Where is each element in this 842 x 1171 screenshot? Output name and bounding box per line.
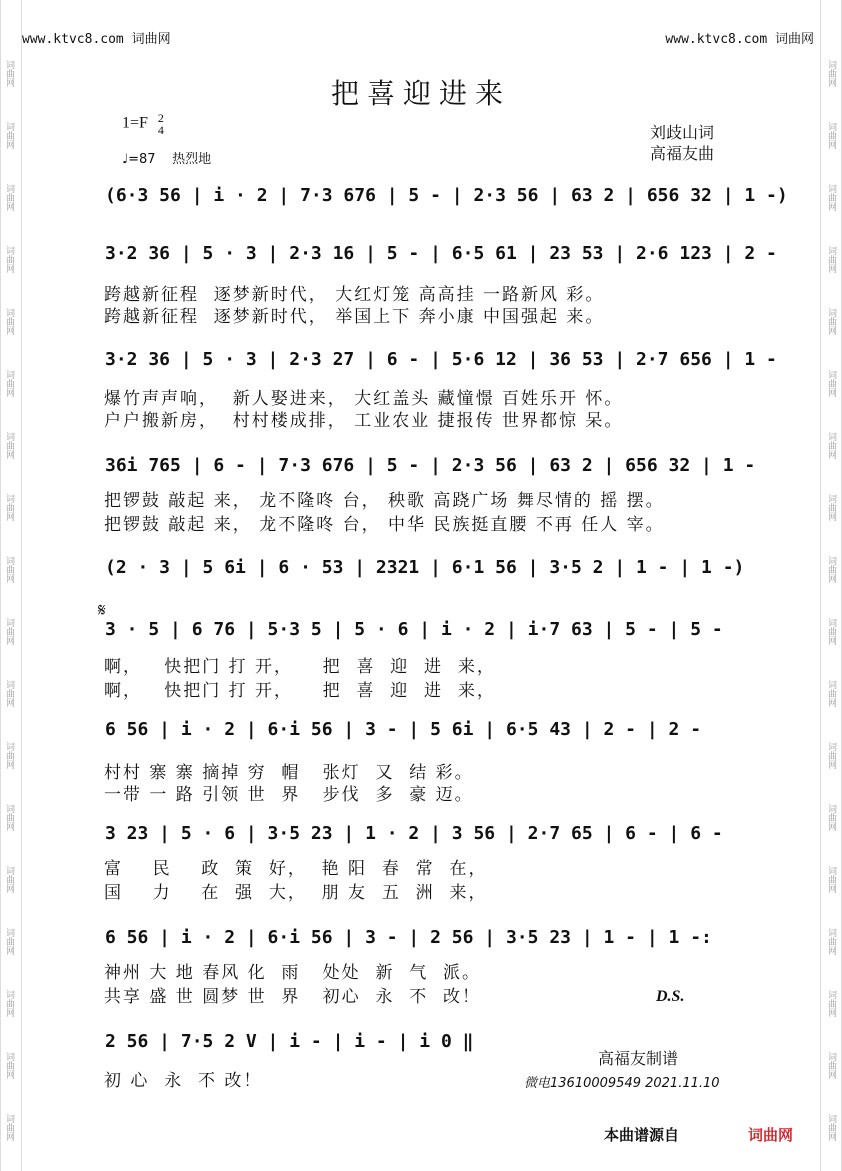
lyrics-line-7a: 村村 寨 寨 摘掉 穷 帽 张灯 又 结 彩。 — [104, 763, 474, 783]
side-watermark-text: 词曲网 — [4, 742, 14, 769]
composer: 高福友曲 — [650, 144, 715, 163]
tempo-marking — [122, 148, 211, 167]
side-watermark-text: 词曲网 — [4, 494, 14, 521]
lyricist: 刘歧山词 — [650, 123, 715, 142]
lyrics-line-9a: 神州 大 地 春风 化 雨 处处 新 气 派。 — [104, 963, 482, 983]
site-watermark-left: www.ktvc8.com 词曲网 — [22, 32, 171, 47]
side-watermark-text: 词曲网 — [4, 618, 14, 645]
lyrics-line-3a: 爆竹声声响， 新人娶进来， 大红盖头 藏憧憬 百姓乐开 怀。 — [104, 389, 624, 409]
lyrics-line-2a: 跨越新征程 逐梦新时代， 大红灯笼 高高挂 一路新风 彩。 — [104, 285, 605, 305]
lyrics-line-8a: 富 民 政 策 好， 艳 阳 春 常 在， — [104, 859, 488, 879]
side-watermark-text: 词曲网 — [826, 1052, 836, 1079]
side-watermark-text: 词曲网 — [4, 1114, 14, 1141]
lyrics-line-6b: 啊， 快把门 打 开， 把 喜 迎 进 来， — [104, 681, 496, 701]
lyrics-line-8b: 国 力 在 强 大， 朋 友 五 洲 来， — [104, 883, 488, 903]
side-watermark-text: 词曲网 — [826, 60, 836, 87]
time-bottom: 4 — [157, 123, 164, 137]
song-title: 把喜迎进来 — [330, 77, 511, 110]
source-site-link[interactable]: 词曲网 — [748, 1126, 794, 1144]
side-watermark-text: 词曲网 — [4, 122, 14, 149]
side-watermark-text: 词曲网 — [826, 370, 836, 397]
side-watermark-text: 词曲网 — [826, 742, 836, 769]
side-watermark-text: 词曲网 — [4, 370, 14, 397]
site-watermark-right: www.ktvc8.com 词曲网 — [665, 32, 814, 47]
side-watermark-text: 词曲网 — [4, 680, 14, 707]
score-line-3: 3·2 36 | 5 · 3 | 2·3 27 | 6 - | 5·6 12 | 36 53 | 2·7 656 | 1 - — [105, 349, 777, 370]
side-watermark-text: 词曲网 — [4, 60, 14, 87]
side-watermark-text: 词曲网 — [826, 246, 836, 273]
side-watermark-text: 词曲网 — [826, 556, 836, 583]
side-watermark-text: 词曲网 — [826, 680, 836, 707]
side-watermark-text: 词曲网 — [826, 804, 836, 831]
side-watermark-text: 词曲网 — [826, 122, 836, 149]
side-watermark-text: 词曲网 — [4, 928, 14, 955]
side-watermark-text: 词曲网 — [826, 432, 836, 459]
time-top: 2 — [157, 111, 164, 125]
score-maker: 高福友制谱 — [598, 1049, 679, 1068]
tempo-mood: 热烈地 — [172, 152, 212, 167]
lyrics-line-3b: 户户搬新房， 村村楼成排， 工业农业 捷报传 世界都惊 呆。 — [104, 411, 624, 431]
score-line-9: 6 56 | i · 2 | 6·i 56 | 3 - | 2 56 | 3·5 23 | 1 - | 1 -: — [105, 927, 712, 948]
lyrics-line-7b: 一带 一 路 引领 世 界 步伐 多 豪 迈。 — [104, 785, 474, 805]
lyrics-line-6a: 啊， 快把门 打 开， 把 喜 迎 进 来， — [104, 657, 496, 677]
side-watermark-text: 词曲网 — [826, 494, 836, 521]
source-label: 本曲谱源自 — [604, 1126, 680, 1144]
lyrics-line-4a: 把锣鼓 敲起 来， 龙不隆咚 台， 秧歌 高跷广场 舞尽情的 摇 摆。 — [104, 491, 665, 511]
tempo-value: ♩=87 — [122, 152, 156, 167]
side-watermark-text: 词曲网 — [4, 308, 14, 335]
lyrics-line-10: 初 心 永 不 改！ — [104, 1071, 263, 1091]
side-watermark-text: 词曲网 — [826, 928, 836, 955]
side-watermark-text: 词曲网 — [4, 184, 14, 211]
side-watermark-text: 词曲网 — [826, 618, 836, 645]
side-watermark-text: 词曲网 — [826, 866, 836, 893]
side-watermark-text: 词曲网 — [4, 556, 14, 583]
key-signature — [122, 112, 164, 136]
score-line-4: 36i 765 | 6 - | 7·3 676 | 5 - | 2·3 56 | 63 2 | 656 32 | 1 - — [105, 455, 756, 476]
lyrics-line-9b: 共享 盛 世 圆梦 世 界 初心 永 不 改！ — [104, 987, 482, 1007]
side-watermark-text: 词曲网 — [826, 184, 836, 211]
score-line-7: 6 56 | i · 2 | 6·i 56 | 3 - | 5 6i | 6·5 43 | 2 - | 2 - — [105, 719, 702, 740]
key-label: 1=F — [122, 114, 148, 132]
side-watermark-text: 词曲网 — [4, 804, 14, 831]
segno-sign: 𝄋 — [98, 600, 106, 621]
side-watermark-text: 词曲网 — [826, 1114, 836, 1141]
score-line-2: 3·2 36 | 5 · 3 | 2·3 16 | 5 - | 6·5 61 | 23 53 | 2·6 123 | 2 - — [105, 243, 777, 264]
score-line-5: (2 · 3 | 5 6i | 6 · 53 | 2321 | 6·1 56 | 3·5 2 | 1 - | 1 -) — [105, 557, 745, 578]
side-watermark-text: 词曲网 — [826, 308, 836, 335]
ds-mark: D.S. — [656, 988, 685, 1005]
lyrics-line-4b: 把锣鼓 敲起 来， 龙不隆咚 台， 中华 民族挺直腰 不再 任人 宰。 — [104, 515, 665, 535]
side-watermark-text: 词曲网 — [4, 990, 14, 1017]
maker-contact: 微电13610009549 2021.11.10 — [524, 1076, 720, 1091]
score-line-10: 2 56 | 7·5 2 V | i - | i - | i 0 ‖ — [105, 1031, 474, 1052]
time-signature — [158, 112, 164, 136]
side-watermark-text: 词曲网 — [4, 246, 14, 273]
score-line-1: (6·3 56 | i · 2 | 7·3 676 | 5 - | 2·3 56 | 63 2 | 656 32 | 1 -) — [105, 185, 788, 206]
side-watermark-text: 词曲网 — [4, 432, 14, 459]
side-watermark-text: 词曲网 — [826, 990, 836, 1017]
side-watermark-text: 词曲网 — [4, 1052, 14, 1079]
lyrics-line-2b: 跨越新征程 逐梦新时代， 举国上下 奔小康 中国强起 来。 — [104, 307, 605, 327]
credits — [650, 122, 714, 164]
side-watermark-text: 词曲网 — [4, 866, 14, 893]
score-line-6: 3 · 5 | 6 76 | 5·3 5 | 5 · 6 | i · 2 | i·7 63 | 5 - | 5 - — [105, 619, 723, 640]
score-line-8: 3 23 | 5 · 6 | 3·5 23 | 1 · 2 | 3 56 | 2·7 65 | 6 - | 6 - — [105, 823, 723, 844]
